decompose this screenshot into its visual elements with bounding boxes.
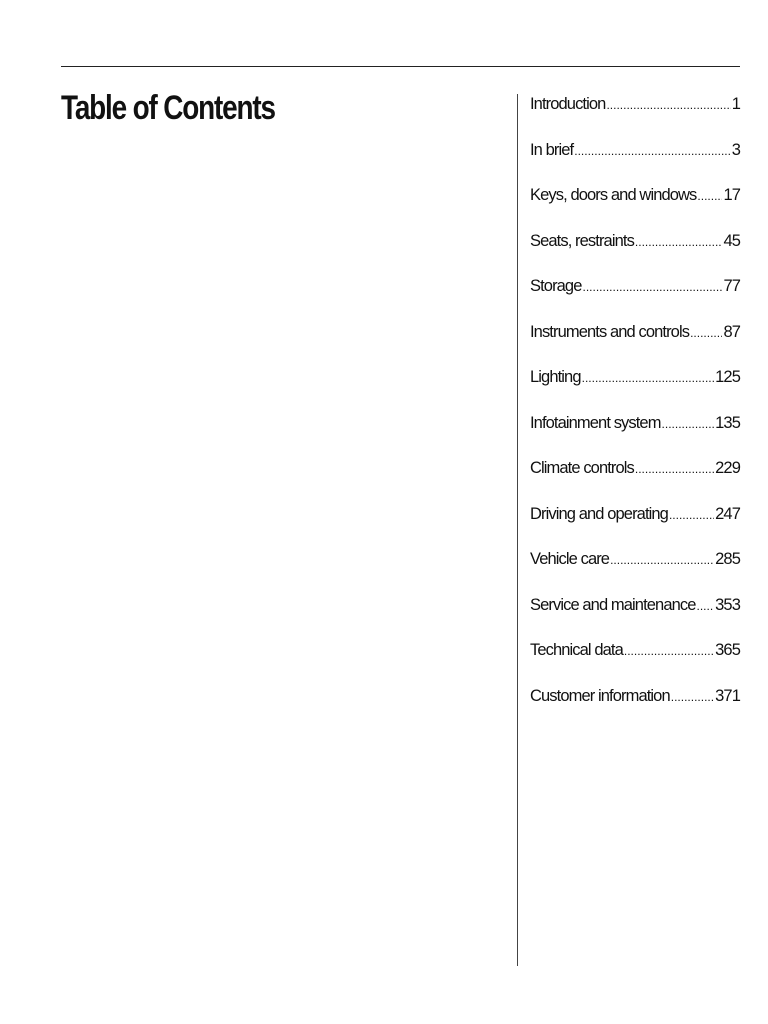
toc-entry-title: Service and maintenance <box>530 595 696 614</box>
dot-leader <box>635 230 723 254</box>
dot-leader <box>582 366 715 390</box>
toc-entry-page: 3 <box>731 140 740 159</box>
toc-entry-title: Vehicle care <box>530 550 610 568</box>
toc-entry-title: Seats, restraints <box>530 231 634 250</box>
page-title: Table of Contents <box>61 89 275 127</box>
toc-entry-introduction[interactable] <box>530 92 740 138</box>
toc-entry-climate-controls[interactable] <box>530 456 740 502</box>
column-divider <box>517 94 518 966</box>
toc-entry-technical-data[interactable] <box>530 638 740 684</box>
toc-entry-page: 285 <box>715 550 740 568</box>
toc-entry-in-brief[interactable] <box>530 138 740 184</box>
toc-entry-page: 45 <box>723 231 740 250</box>
toc-entry-storage[interactable] <box>530 274 740 320</box>
dot-leader <box>583 275 723 299</box>
dot-leader <box>671 685 714 709</box>
toc-entry-driving-operating[interactable] <box>530 502 740 548</box>
toc-entry-title: Introduction <box>530 95 606 113</box>
toc-entry-title: Keys, doors and windows <box>530 186 697 204</box>
toc-entry-page: 1 <box>731 95 740 113</box>
toc-entry-title: Technical data <box>530 641 623 659</box>
toc-entry-page: 353 <box>715 595 740 614</box>
toc-entry-page: 87 <box>723 322 740 341</box>
toc-entry-title: Climate controls <box>530 459 634 477</box>
toc-entry-title: Customer information <box>530 686 670 705</box>
toc-entry-title: Instruments and controls <box>530 322 690 341</box>
toc-entry-keys-doors-windows[interactable] <box>530 183 740 229</box>
toc-entry-page: 247 <box>715 504 740 523</box>
toc-entry-customer-information[interactable] <box>530 684 740 730</box>
header-rule <box>61 66 740 67</box>
dot-leader <box>610 548 714 572</box>
dot-leader <box>662 412 715 436</box>
toc-entry-title: Lighting <box>530 368 581 386</box>
toc-entry-title: Infotainment system <box>530 413 661 432</box>
toc-entry-page: 77 <box>723 277 740 295</box>
toc-entry-infotainment-system[interactable] <box>530 411 740 457</box>
toc-entry-title: In brief <box>530 140 574 159</box>
dot-leader <box>697 184 722 208</box>
toc-entry-instruments-controls[interactable] <box>530 320 740 366</box>
toc-entry-page: 125 <box>715 368 740 386</box>
dot-leader <box>635 457 714 481</box>
dot-leader <box>690 321 722 345</box>
toc-entry-page: 229 <box>715 459 740 477</box>
dot-leader <box>669 503 714 527</box>
toc-entry-title: Storage <box>530 277 582 295</box>
toc-entry-page: 135 <box>715 413 740 432</box>
dot-leader <box>574 139 730 163</box>
toc-entry-lighting[interactable] <box>530 365 740 411</box>
dot-leader <box>697 594 715 618</box>
toc-entry-title: Driving and operating <box>530 504 668 523</box>
toc-entry-seats-restraints[interactable] <box>530 229 740 275</box>
toc-entry-page: 371 <box>715 686 740 705</box>
toc-entry-service-maintenance[interactable] <box>530 593 740 639</box>
toc-entry-page: 17 <box>723 186 740 204</box>
toc-entry-vehicle-care[interactable] <box>530 547 740 593</box>
table-of-contents <box>530 92 740 729</box>
dot-leader <box>606 93 730 117</box>
dot-leader <box>624 639 714 663</box>
toc-entry-page: 365 <box>715 641 740 659</box>
